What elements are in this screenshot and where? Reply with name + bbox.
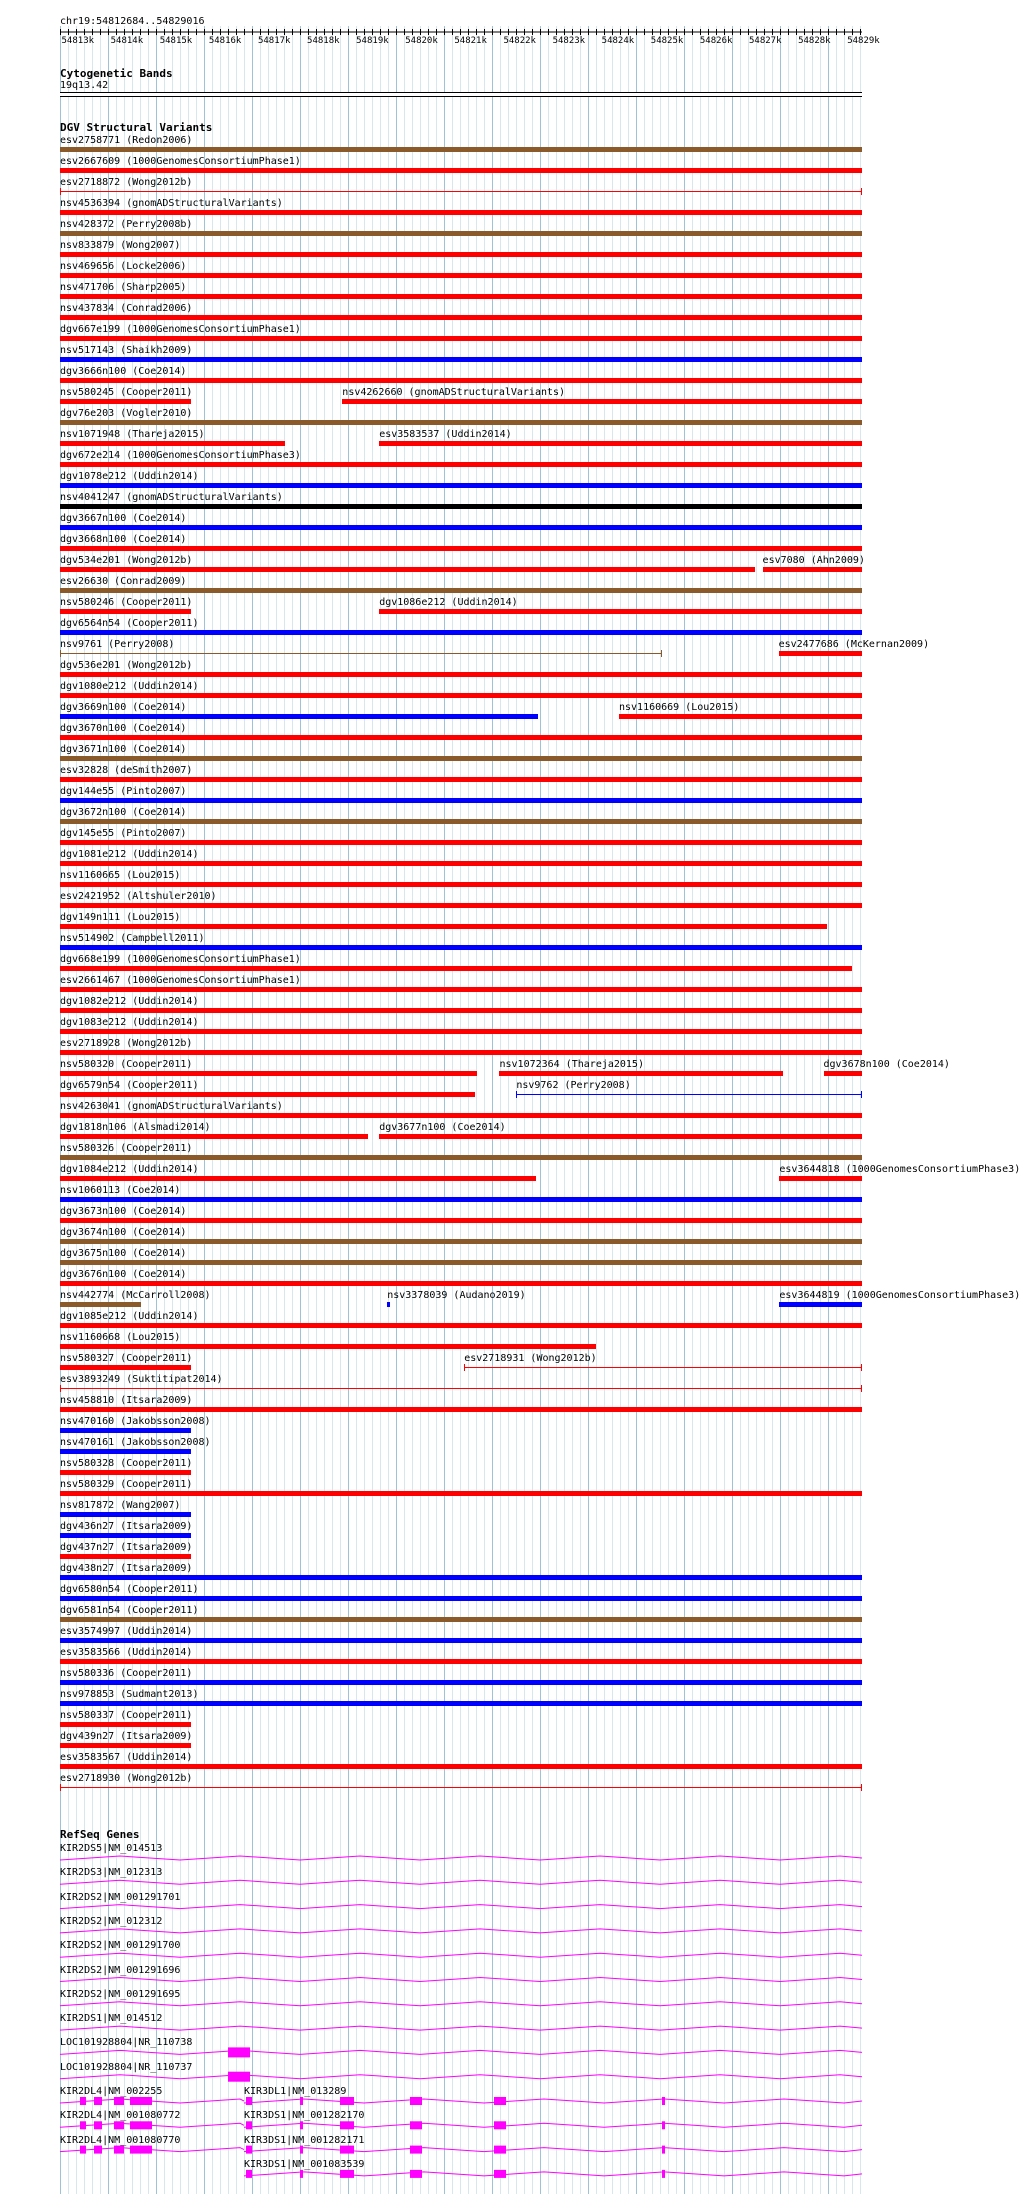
dgv-variant-label: dgv6564n54 (Cooper2011) <box>60 618 199 629</box>
dgv-variant-label: dgv436n27 (Itsara2009) <box>60 1521 193 1532</box>
refseq-gene-intron <box>60 1905 862 1909</box>
refseq-gene-intron <box>60 1880 862 1884</box>
refseq-gene-intron <box>60 1856 862 1860</box>
refseq-gene-label: KIR2DS2|NM_001291695 <box>60 1988 181 2000</box>
ruler-tick-label: 54817k <box>257 36 291 46</box>
refseq-gene-exon <box>228 2072 250 2082</box>
refseq-gene-label: KIR3DS1|NM_001083539 <box>244 2158 365 2170</box>
refseq-gene-exon <box>410 2121 422 2129</box>
refseq-gene-exon <box>340 2097 354 2105</box>
dgv-variant-label: nsv4041247 (gnomADStructuralVariants) <box>60 492 283 503</box>
dgv-variant-label: dgv145e55 (Pinto2007) <box>60 828 187 839</box>
refseq-gene-label: KIR2DS2|NM_001291700 <box>60 1940 181 1952</box>
refseq-gene-exon <box>340 2121 354 2129</box>
dgv-variant-label: dgv3673n100 (Coe2014) <box>60 1206 187 1217</box>
ruler-tick-label: 54814k <box>110 36 144 46</box>
ruler-tick-label: 54821k <box>454 36 487 46</box>
dgv-variant-label: dgv437n27 (Itsara2009) <box>60 1542 193 1553</box>
dgv-variant-label: nsv580246 (Cooper2011) <box>60 597 193 608</box>
dgv-variant-label: dgv1086e212 (Uddin2014) <box>379 597 518 608</box>
dgv-variant-label: nsv514902 (Campbell2011) <box>60 933 205 944</box>
dgv-variant-label: nsv1060113 (Coe2014) <box>60 1185 181 1196</box>
dgv-variant-label: dgv3669n100 (Coe2014) <box>60 702 187 713</box>
dgv-variant-label: dgv668e199 (1000GenomesConsortiumPhase1) <box>60 954 301 965</box>
dgv-variant-label: dgv1080e212 (Uddin2014) <box>60 681 199 692</box>
dgv-variant-label: dgv149n111 (Lou2015) <box>60 912 181 923</box>
dgv-variant-label: dgv3668n100 (Coe2014) <box>60 534 187 545</box>
dgv-variant-label: dgv1085e212 (Uddin2014) <box>60 1311 199 1322</box>
ruler-tick-label: 54813k <box>61 36 95 46</box>
refseq-gene-exon <box>130 2097 152 2105</box>
dgv-variant-label: nsv9762 (Perry2008) <box>516 1080 631 1091</box>
dgv-variant-label: esv3583567 (Uddin2014) <box>60 1752 193 1763</box>
ruler-tick-label: 54819k <box>356 36 389 46</box>
refseq-gene-exon <box>228 2047 250 2057</box>
ruler-tick-label: 54816k <box>208 36 242 46</box>
dgv-variant-label: esv2718872 (Wong2012b) <box>60 177 193 188</box>
refseq-gene-intron <box>60 2050 862 2054</box>
dgv-variant-label: dgv3667n100 (Coe2014) <box>60 513 187 524</box>
dgv-variant-label: nsv1072364 (Thareja2015) <box>499 1059 644 1070</box>
refseq-gene-label: KIR3DS1|NM_001282171 <box>244 2134 365 2146</box>
refseq-gene-label: KIR3DL1|NM_013289 <box>244 2086 347 2097</box>
refseq-gene-exon <box>300 2170 303 2178</box>
dgv-variant-label: dgv3678n100 (Coe2014) <box>823 1059 950 1070</box>
dgv-variant-label: dgv1081e212 (Uddin2014) <box>60 849 199 860</box>
dgv-variant-label: dgv144e55 (Pinto2007) <box>60 786 187 797</box>
dgv-variant-label: esv2421952 (Altshuler2010) <box>60 891 217 902</box>
dgv-variant-label: nsv580245 (Cooper2011) <box>60 387 193 398</box>
refseq-gene-exon <box>246 2097 252 2105</box>
dgv-variant-label: esv7080 (Ahn2009) <box>762 555 865 566</box>
dgv-variant-label: dgv672e214 (1000GenomesConsortiumPhase3) <box>60 450 301 461</box>
dgv-variant-label: dgv6581n54 (Cooper2011) <box>60 1605 199 1616</box>
dgv-variant-label: esv2477686 (McKernan2009) <box>778 639 930 650</box>
dgv-variant-label: esv2718928 (Wong2012b) <box>60 1038 193 1049</box>
dgv-variant-label: nsv437834 (Conrad2006) <box>60 303 193 314</box>
dgv-variant-label: dgv1818n106 (Alsmadi2014) <box>60 1122 211 1133</box>
dgv-variant-label: nsv3378039 (Audano2019) <box>387 1290 526 1301</box>
refseq-gene-intron <box>60 1929 862 1933</box>
dgv-variant-label: nsv442774 (McCarroll2008) <box>60 1290 211 1301</box>
refseq-gene-label: KIR2DS5|NM_014513 <box>60 1843 163 1854</box>
refseq-gene-exon <box>662 2170 665 2178</box>
refseq-gene-exon <box>300 2097 303 2105</box>
refseq-gene-exon <box>340 2146 354 2154</box>
dgv-variant-label: esv2718930 (Wong2012b) <box>60 1773 193 1784</box>
refseq-gene-exon <box>80 2146 86 2154</box>
ruler-tick-label: 54823k <box>552 36 586 46</box>
dgv-variant-label: nsv458810 (Itsara2009) <box>60 1395 193 1406</box>
dgv-variant-label: nsv580329 (Cooper2011) <box>60 1479 193 1490</box>
refseq-gene-exon <box>246 2146 252 2154</box>
dgv-variant-label: nsv833879 (Wong2007) <box>60 240 181 251</box>
refseq-gene-exon <box>662 2146 665 2154</box>
ruler-tick-label: 54826k <box>699 36 733 46</box>
refseq-gene-label: KIR2DL4|NM_002255 <box>60 2086 163 2097</box>
refseq-gene-label: KIR2DS2|NM_012312 <box>60 1915 163 1927</box>
refseq-gene-label: KIR2DS1|NM_014512 <box>60 2013 163 2025</box>
dgv-variant-label: esv3574997 (Uddin2014) <box>60 1626 193 1637</box>
dgv-variant-label: esv2758771 (Redon2006) <box>60 135 193 146</box>
dgv-variant-label: dgv439n27 (Itsara2009) <box>60 1731 193 1742</box>
dgv-variant-label: esv2661467 (1000GenomesConsortiumPhase1) <box>60 975 301 986</box>
dgv-variant-label: esv32828 (deSmith2007) <box>60 765 193 776</box>
dgv-track-title: DGV Structural Variants <box>60 121 213 134</box>
refseq-gene-exon <box>114 2097 124 2105</box>
dgv-variant-label: nsv517143 (Shaikh2009) <box>60 345 193 356</box>
refseq-gene-exon <box>662 2121 665 2129</box>
dgv-variant-label: dgv3674n100 (Coe2014) <box>60 1227 187 1238</box>
dgv-variant-label: dgv3676n100 (Coe2014) <box>60 1269 187 1280</box>
dgv-variant-label: esv3583537 (Uddin2014) <box>379 429 512 440</box>
ruler-tick-label: 54829k <box>847 36 880 46</box>
refseq-gene-intron <box>60 1953 862 1957</box>
dgv-variant-label: nsv4263041 (gnomADStructuralVariants) <box>60 1101 283 1112</box>
refseq-gene-intron <box>60 2026 862 2030</box>
dgv-variant-label: nsv1160669 (Lou2015) <box>618 702 740 713</box>
dgv-variant-label: nsv4536394 (gnomADStructuralVariants) <box>60 198 283 209</box>
dgv-variant-label: nsv469656 (Locke2006) <box>60 261 187 272</box>
refseq-gene-intron <box>244 2099 862 2103</box>
refseq-gene-intron <box>60 1978 862 1982</box>
refseq-gene-exon <box>114 2146 124 2154</box>
ruler-tick-label: 54822k <box>503 36 536 46</box>
refseq-gene-exon <box>94 2097 102 2105</box>
refseq-gene-intron <box>244 2172 862 2176</box>
refseq-gene-exon <box>340 2170 354 2178</box>
refseq-gene-exon <box>114 2121 124 2129</box>
dgv-variant-label: dgv3677n100 (Coe2014) <box>379 1122 506 1133</box>
dgv-variant-label: nsv580328 (Cooper2011) <box>60 1458 193 1469</box>
dgv-variant-label: nsv471706 (Sharp2005) <box>60 282 187 293</box>
dgv-variant-label: nsv580336 (Cooper2011) <box>60 1668 193 1679</box>
refseq-gene-exon <box>410 2146 422 2154</box>
ruler-tick-label: 54828k <box>798 36 831 46</box>
dgv-variant-label: dgv1078e212 (Uddin2014) <box>60 471 199 482</box>
refseq-gene-exon <box>94 2146 102 2154</box>
refseq-track-title: RefSeq Genes <box>60 1828 140 1841</box>
dgv-variant-label: nsv817872 (Wang2007) <box>60 1500 181 1511</box>
refseq-gene-label: KIR2DS2|NM_001291701 <box>60 1891 181 1903</box>
refseq-gene-exon <box>662 2097 665 2105</box>
refseq-gene-exon <box>494 2121 506 2129</box>
dgv-variant-label: dgv3671n100 (Coe2014) <box>60 744 187 755</box>
refseq-gene-label: LOC101928804|NR_110737 <box>60 2061 193 2073</box>
dgv-variant-label: dgv1082e212 (Uddin2014) <box>60 996 199 1007</box>
dgv-variant-label: dgv1084e212 (Uddin2014) <box>60 1164 199 1175</box>
refseq-gene-exon <box>410 2170 422 2178</box>
dgv-variant-label: nsv580327 (Cooper2011) <box>60 1353 193 1364</box>
refseq-gene-exon <box>494 2146 506 2154</box>
dgv-variant-label: esv26630 (Conrad2009) <box>60 576 187 587</box>
ruler-tick-label: 54824k <box>601 36 635 46</box>
dgv-variant-label: nsv9761 (Perry2008) <box>60 639 175 650</box>
cytoband-label: 19q13.42 <box>60 80 109 91</box>
dgv-variant-label: nsv4262660 (gnomADStructuralVariants) <box>342 387 566 398</box>
dgv-variant-label: dgv3670n100 (Coe2014) <box>60 723 187 734</box>
refseq-gene-exon <box>80 2121 86 2129</box>
refseq-gene-exon <box>410 2097 422 2105</box>
refseq-gene-exon <box>80 2097 86 2105</box>
ruler-tick-label: 54815k <box>159 36 193 46</box>
refseq-gene-label: LOC101928804|NR_110738 <box>60 2037 193 2049</box>
dgv-variant-label: nsv580337 (Cooper2011) <box>60 1710 193 1721</box>
dgv-variant-label: nsv1160665 (Lou2015) <box>60 870 181 881</box>
dgv-variant-label: dgv536e201 (Wong2012b) <box>60 660 193 671</box>
ruler-tick-label: 54820k <box>405 36 438 46</box>
refseq-gene-exon <box>494 2097 506 2105</box>
refseq-gene-label: KIR2DL4|NM_001080772 <box>60 2110 181 2122</box>
dgv-variant-label: dgv76e203 (Vogler2010) <box>60 408 193 419</box>
refseq-gene-exon <box>300 2146 303 2154</box>
dgv-variant-label: esv3644819 (1000GenomesConsortiumPhase3) <box>779 1290 1020 1301</box>
dgv-variant-label: esv3583566 (Uddin2014) <box>60 1647 193 1658</box>
refseq-gene-intron <box>60 2075 862 2079</box>
refseq-gene-intron <box>244 2123 862 2127</box>
refseq-gene-exon <box>300 2121 303 2129</box>
dgv-variant-label: dgv3675n100 (Coe2014) <box>60 1248 187 1259</box>
ruler-tick-label: 54827k <box>749 36 782 46</box>
dgv-variant-label: dgv3666n100 (Coe2014) <box>60 366 187 377</box>
refseq-gene-exon <box>246 2121 252 2129</box>
region-label: chr19:54812684..54829016 <box>60 16 205 27</box>
ruler-tick-label: 54825k <box>650 36 684 46</box>
dgv-variant-label: dgv1083e212 (Uddin2014) <box>60 1017 199 1028</box>
cytoband-track-title: Cytogenetic Bands <box>60 67 173 80</box>
dgv-variant-label: nsv470160 (Jakobsson2008) <box>60 1416 211 1427</box>
dgv-variant-label: nsv428372 (Perry2008b) <box>60 219 193 230</box>
refseq-gene-exon <box>130 2121 152 2129</box>
dgv-variant-label: nsv470161 (Jakobsson2008) <box>60 1437 211 1448</box>
dgv-variant-label: nsv978853 (Sudmant2013) <box>60 1689 199 1700</box>
dgv-variant-label: nsv1160668 (Lou2015) <box>60 1332 181 1343</box>
dgv-variant-label: esv3644818 (1000GenomesConsortiumPhase3) <box>779 1164 1020 1175</box>
refseq-gene-intron <box>60 2002 862 2006</box>
refseq-gene-label: KIR2DS3|NM_012313 <box>60 1867 163 1879</box>
ruler-tick-label: 54818k <box>307 36 340 46</box>
dgv-variant-label: dgv3672n100 (Coe2014) <box>60 807 187 818</box>
refseq-gene-label: KIR2DL4|NM_001080770 <box>60 2134 181 2146</box>
dgv-variant-label: esv2667609 (1000GenomesConsortiumPhase1) <box>60 156 301 167</box>
dgv-variant-label: dgv6579n54 (Cooper2011) <box>60 1080 199 1091</box>
refseq-gene-exon <box>246 2170 252 2178</box>
dgv-variant-label: nsv580320 (Cooper2011) <box>60 1059 193 1070</box>
refseq-gene-exon <box>130 2146 152 2154</box>
refseq-gene-label: KIR2DS2|NM_001291696 <box>60 1964 181 1976</box>
dgv-variant-label: esv2718931 (Wong2012b) <box>464 1353 597 1364</box>
dgv-variant-label: dgv667e199 (1000GenomesConsortiumPhase1) <box>60 324 301 335</box>
dgv-variant-label: dgv6580n54 (Cooper2011) <box>60 1584 199 1595</box>
dgv-variant-label: dgv534e201 (Wong2012b) <box>60 555 193 566</box>
refseq-gene-intron <box>244 2148 862 2152</box>
refseq-gene-exon <box>94 2121 102 2129</box>
refseq-gene-label: KIR3DS1|NM_001282170 <box>244 2110 365 2122</box>
dgv-variant-label: esv3893249 (Suktitipat2014) <box>60 1374 223 1385</box>
dgv-variant-label: nsv580326 (Cooper2011) <box>60 1143 193 1154</box>
dgv-variant-label: nsv1071948 (Thareja2015) <box>60 429 205 440</box>
refseq-gene-exon <box>494 2170 506 2178</box>
dgv-variant-label: dgv438n27 (Itsara2009) <box>60 1563 193 1574</box>
